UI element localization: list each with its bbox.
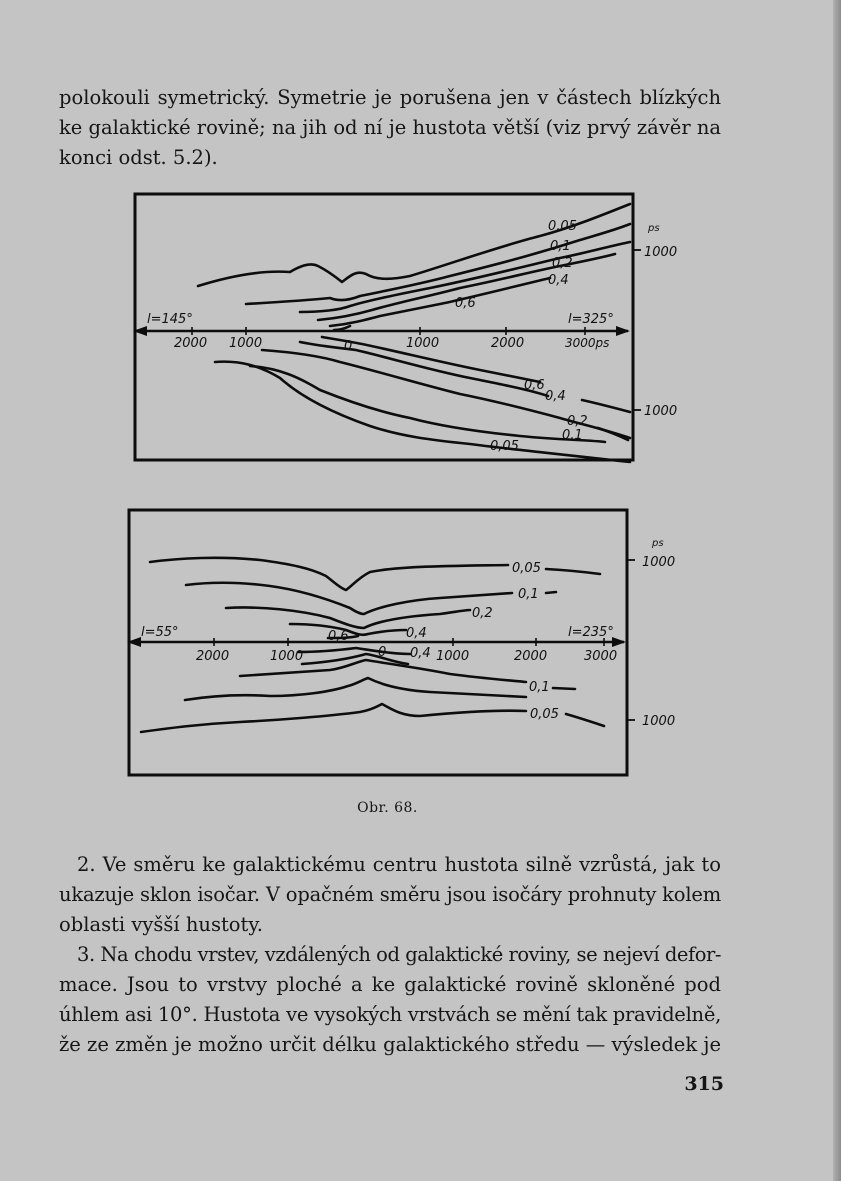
axis-tick-label: 3000 [584, 649, 618, 664]
axis-tick-label: 2000 [174, 336, 208, 351]
longitude-right-label: l=325° [568, 312, 614, 327]
contour-line [598, 428, 628, 440]
scale-label: 1000 [642, 714, 676, 729]
contour-label: 0,05 [548, 219, 577, 234]
axis-tick-label: 1000 [436, 649, 470, 664]
contour-line [250, 366, 605, 442]
contour-label: 0,4 [406, 626, 427, 641]
contour-label: 0,1 [550, 239, 571, 254]
contour-line [546, 592, 556, 593]
contour-label: 0,6 [328, 629, 349, 644]
axis-tick-label: 1000 [229, 336, 263, 351]
axis-tick-label: 2000 [514, 649, 548, 664]
contour-line [566, 714, 604, 726]
longitude-left-label: l=55° [141, 625, 179, 640]
contour-label: 0,05 [512, 561, 541, 576]
text-line: oblasti vyšší hustoty. [59, 913, 264, 936]
contour-label: 0,6 [524, 378, 545, 393]
figure-caption: Obr. 68. [357, 800, 418, 816]
scale-label: 1000 [642, 555, 676, 570]
contour-label: 0,1 [529, 680, 550, 695]
text-line: že ze změn je možno určit délku galaktického středu — výsledek je [59, 1033, 721, 1056]
text-line: 3. Na chodu vrstev, vzdálených od galaktické roviny, se nejeví defor- [77, 943, 721, 966]
text-line: konci odst. 5.2). [59, 146, 218, 169]
unit-label: ps [652, 538, 664, 549]
text-line: ke galaktické rovině; na jih od ní je hustota větší (viz prvý závěr na [59, 116, 721, 139]
contour-label: 0,2 [567, 414, 588, 429]
unit-label: ps [648, 223, 660, 234]
page-number: 315 [684, 1073, 724, 1095]
contour-label: 0,1 [562, 428, 583, 443]
contour-label: 0,2 [472, 606, 493, 621]
contour-label: 0,05 [490, 439, 519, 454]
axis-tick-label: 2000 [196, 649, 230, 664]
arrow-right-icon [612, 637, 626, 647]
bottom-paragraphs [59, 850, 721, 1060]
contour-label: 0,2 [552, 256, 573, 271]
contour-label: 0,1 [518, 587, 539, 602]
text-line: polokouli symetrický. Symetrie je porušena jen v částech blízkých [59, 86, 721, 109]
text-line: mace. Jsou to vrstvy ploché a ke galaktické rovině skloněné pod [59, 973, 721, 996]
contour-label: 0,6 [455, 296, 476, 311]
contour-line [298, 648, 410, 654]
contour-line [546, 569, 600, 574]
axis-tick-label: 0 [378, 645, 387, 660]
text-line: 2. Ve směru ke galaktickému centru hustota silně vzrůstá, jak to [77, 853, 721, 876]
arrow-right-icon [616, 326, 630, 336]
contour-line [334, 326, 350, 330]
contour-line [215, 362, 630, 462]
contour-label: 0,4 [545, 389, 566, 404]
figure-bottom [127, 510, 675, 775]
scale-label: 1000 [644, 245, 678, 260]
text-line: ukazuje sklon isočar. V opačném směru jsou isočáry prohnuty kolem [59, 883, 721, 906]
contour-line [553, 688, 575, 689]
scale-label: 1000 [644, 404, 678, 419]
axis-tick-label: 0 [344, 339, 353, 354]
axis-tick-label: 3000ps [565, 336, 610, 350]
axis-tick-label: 1000 [406, 336, 440, 351]
text-line: úhlem asi 10°. Hustota ve vysokých vrstvách se mění tak pravidelně, [59, 1003, 722, 1026]
contour-line [150, 558, 508, 590]
contour-label: 0,4 [548, 273, 569, 288]
figure-top [133, 194, 677, 462]
longitude-left-label: l=145° [147, 312, 193, 327]
longitude-right-label: l=235° [568, 625, 614, 640]
contour-label: 0,05 [530, 707, 559, 722]
axis-tick-label: 2000 [491, 336, 525, 351]
contour-line [141, 704, 526, 732]
contour-label: 0,4 [410, 646, 431, 661]
axis-tick-label: 1000 [270, 649, 304, 664]
contour-line [185, 678, 526, 700]
contour-line [226, 607, 470, 628]
contour-line [582, 400, 630, 412]
